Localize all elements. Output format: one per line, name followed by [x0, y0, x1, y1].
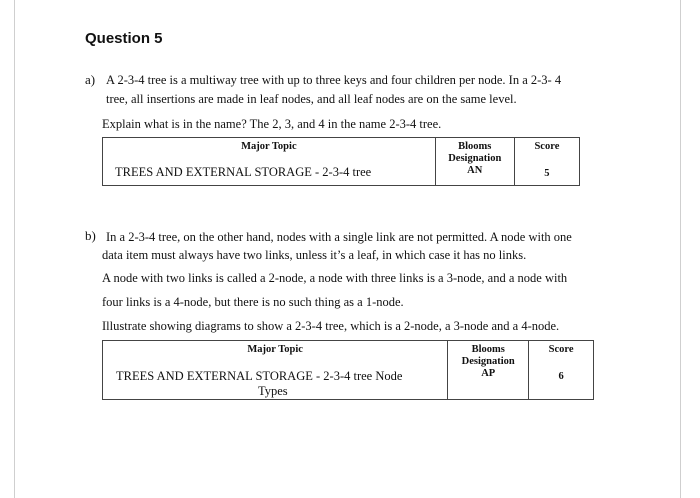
part-b-label: b) [85, 228, 96, 243]
score-value: 6 [558, 371, 564, 382]
part-b-line-5: Illustrate showing diagrams to show a 2-3-4 tree, which is a 2-node, a 3-node and a 4-node. [102, 319, 560, 333]
part-a-topic-table [102, 137, 580, 186]
part-a-label: a) [85, 72, 96, 87]
blooms-header-line-1: Blooms [458, 141, 492, 152]
score-cell [529, 341, 594, 400]
major-topic-header: Major Topic [247, 344, 303, 355]
part-b-line-1: In a 2-3-4 tree, on the other hand, nodes with a single link are not permitted. A node with one [106, 230, 572, 244]
page-right-edge [680, 0, 681, 498]
score-cell [514, 138, 579, 186]
blooms-value: AN [467, 165, 483, 176]
question-title: Question 5 [85, 30, 163, 47]
major-topic-cell [103, 341, 448, 400]
blooms-header-line-1: Blooms [471, 344, 505, 355]
major-topic-value-line-1: TREES AND EXTERNAL STORAGE - 2-3-4 tree Node [116, 369, 403, 383]
major-topic-cell [103, 138, 436, 186]
score-header: Score [548, 344, 574, 355]
score-header: Score [534, 141, 560, 152]
part-b-line-4: four links is a 4-node, but there is no such thing as a 1-node. [102, 295, 404, 309]
page-left-edge [14, 0, 15, 498]
blooms-cell [448, 341, 529, 400]
major-topic-value-line-2: Types [258, 384, 288, 398]
major-topic-value: TREES AND EXTERNAL STORAGE - 2-3-4 tree [115, 165, 372, 179]
part-a-line-3: Explain what is in the name? The 2, 3, and 4 in the name 2-3-4 tree. [102, 117, 442, 131]
part-a-line-1: A 2-3-4 tree is a multiway tree with up to three keys and four children per node. In a 2-3- 4 [106, 73, 562, 87]
major-topic-header: Major Topic [241, 141, 297, 152]
part-b-topic-table [102, 340, 594, 400]
blooms-header-line-2: Designation [461, 356, 515, 367]
part-b-line-3: A node with two links is called a 2-node, a node with three links is a 3-node, and a node with [102, 271, 568, 285]
score-value: 5 [544, 168, 550, 179]
blooms-value: AP [481, 368, 496, 379]
blooms-header-line-2: Designation [448, 153, 502, 164]
part-a-line-2: tree, all insertions are made in leaf nodes, and all leaf nodes are on the same level. [106, 92, 517, 106]
blooms-cell [435, 138, 514, 186]
part-b-line-2: data item must always have two links, unless it’s a leaf, in which case it has no links. [102, 248, 527, 262]
